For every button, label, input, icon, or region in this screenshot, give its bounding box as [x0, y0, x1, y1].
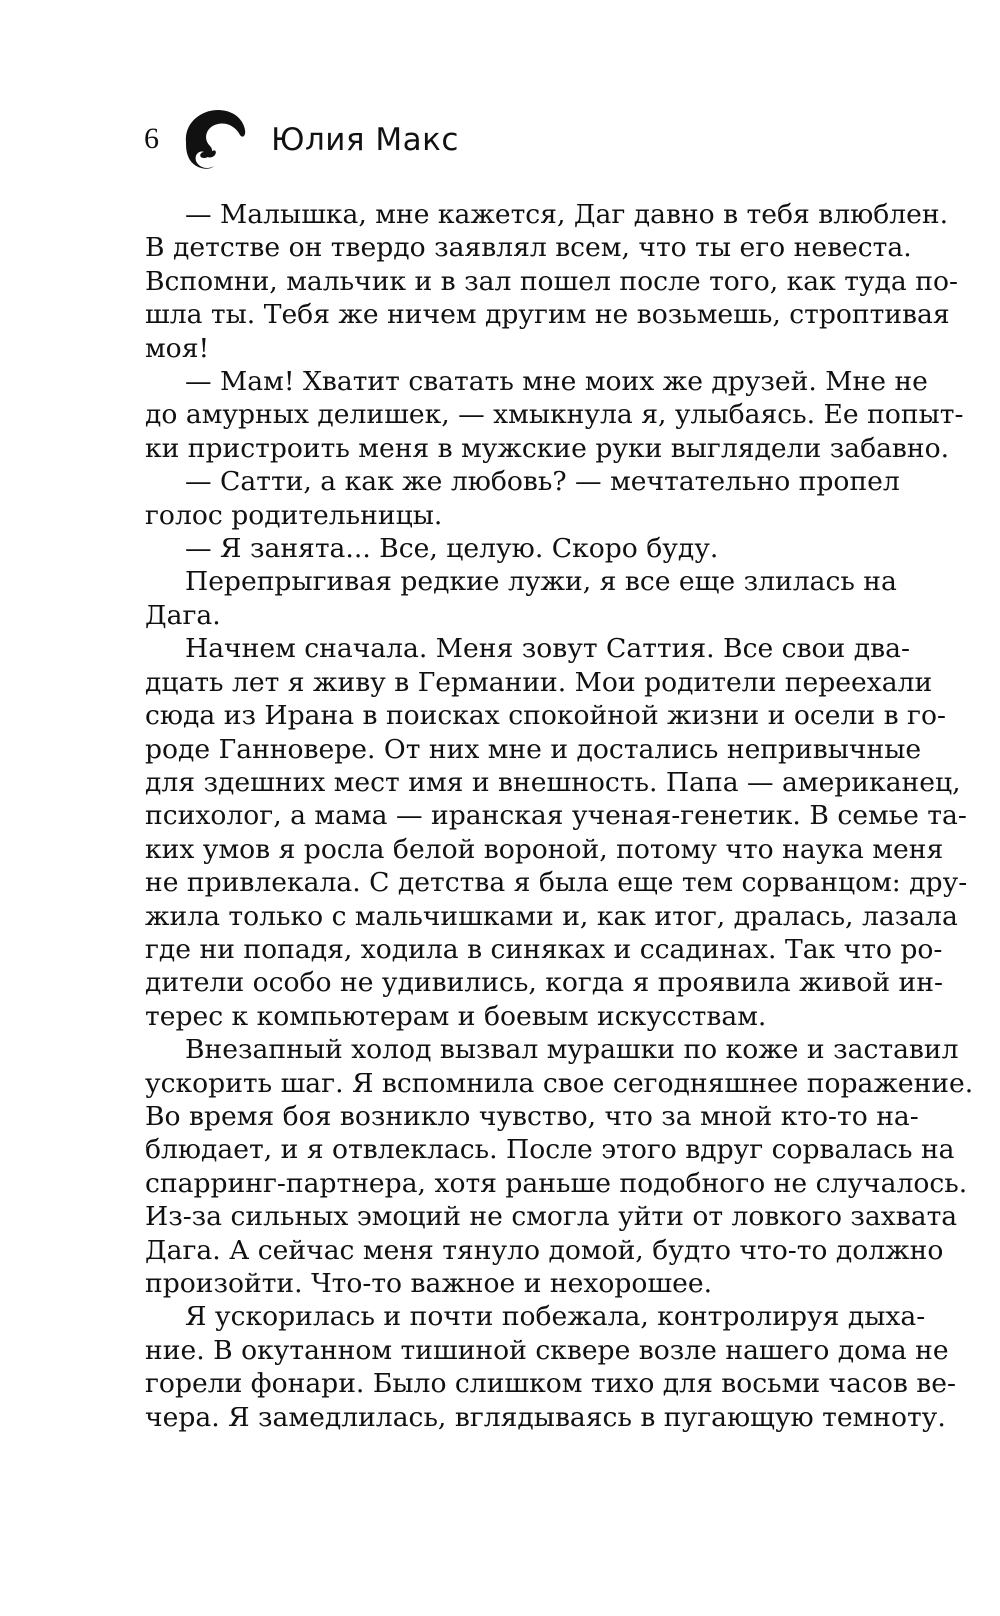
author-name: Юлия Макс: [271, 122, 459, 158]
text-line: Дага.: [145, 599, 221, 631]
text-line: шла ты. Тебя же ничем другим не возьмешь, строптивая: [145, 299, 950, 331]
paragraph: [145, 1300, 956, 1434]
text-line: до амурных делишек, — хмыкнула я, улыбаясь. Ее попыт-: [145, 399, 964, 431]
text-line: горели фонари. Было слишком тихо для восьми часов ве-: [145, 1368, 956, 1400]
text-line: жила только с мальчишками и, как итог, дралась, лазала: [145, 900, 958, 932]
text-line: — Мам! Хватит сватать мне моих же друзей. Мне не: [185, 366, 928, 398]
text-line: Я ускорилась и почти побежала, контролируя дыха-: [185, 1301, 926, 1333]
text-line: Внезапный холод вызвал мурашки по коже и заставил: [185, 1034, 959, 1066]
text-line: блюдает, и я отвлеклась. После этого вдруг сорвалась на: [145, 1134, 955, 1166]
text-line: не привлекала. С детства я была еще тем сорванцом: дру-: [145, 867, 968, 899]
text-line: моя!: [145, 332, 210, 364]
text-line: ние. В окутанном тишиной сквере возле нашего дома не: [145, 1334, 949, 1366]
text-line: Вспомни, мальчик и в зал пошел после того, как туда по-: [145, 265, 958, 297]
text-line: где ни попадя, ходила в синяках и ссадинах. Так что ро-: [145, 933, 943, 965]
text-line: роде Ганновере. От них мне и достались непривычные: [145, 733, 922, 765]
paragraph: [145, 465, 900, 532]
text-line: произойти. Что-то важное и нехорошее.: [145, 1268, 713, 1299]
text-line: ких умов я росла белой вороной, потому что наука меня: [145, 833, 944, 865]
text-line: для здешних мест имя и внешность. Папа — американец,: [145, 766, 961, 798]
paragraph: [145, 632, 968, 1033]
text-line: голос родительницы.: [145, 499, 443, 531]
text-line: Перепрыгивая редкие лужи, я все еще злилась на: [185, 566, 897, 598]
swirl-logo-icon: [180, 106, 250, 176]
text-line: В детстве он твердо заявлял всем, что ты его невеста.: [145, 232, 912, 264]
text-line: ки пристроить меня в мужские руки выглядели забавно.: [145, 432, 950, 464]
text-line: терес к компьютерам и боевым искусствам.: [145, 1000, 767, 1032]
text-line: дцать лет я живу в Германии. Мои родители переехали: [145, 666, 933, 698]
paragraph: [145, 198, 958, 365]
paragraph: [145, 1033, 974, 1300]
text-line: сюда из Ирана в поисках спокойной жизни и осели в го-: [145, 700, 946, 732]
text-line: дители особо не удивились, когда я проявила живой ин-: [145, 967, 943, 999]
text-line: Дага. А сейчас меня тянуло домой, будто что-то должно: [145, 1234, 944, 1266]
paragraph: [145, 532, 870, 565]
paragraph: [145, 565, 897, 632]
text-line: Из-за сильных эмоций не смогла уйти от ловкого захвата: [145, 1201, 958, 1233]
text-line: спарринг-партнера, хотя раньше подобного не случалось.: [145, 1167, 968, 1199]
text-line: — Сатти, а как же любовь? — мечтательно пропел: [185, 466, 900, 498]
running-header: [0, 0, 1000, 200]
text-line: психолог, а мама — иранская ученая-генетик. В семье та-: [145, 800, 967, 832]
text-line: — Малышка, мне кажется, Даг давно в тебя влюблен.: [185, 199, 949, 230]
page-number: 6: [144, 122, 159, 155]
text-line: Во время боя возникло чувство, что за мной кто-то на-: [145, 1100, 919, 1132]
paragraph: [145, 365, 964, 465]
text-line: Начнем сначала. Меня зовут Саттия. Все свои два-: [185, 633, 910, 665]
body-text: [145, 198, 974, 1434]
text-line: — Я занята... Все, целую. Скоро буду.: [185, 533, 719, 565]
text-line: ускорить шаг. Я вспомнила свое сегодняшнее поражение.: [145, 1067, 974, 1099]
text-line: чера. Я замедлилась, вглядываясь в пугающую темноту.: [145, 1401, 946, 1433]
